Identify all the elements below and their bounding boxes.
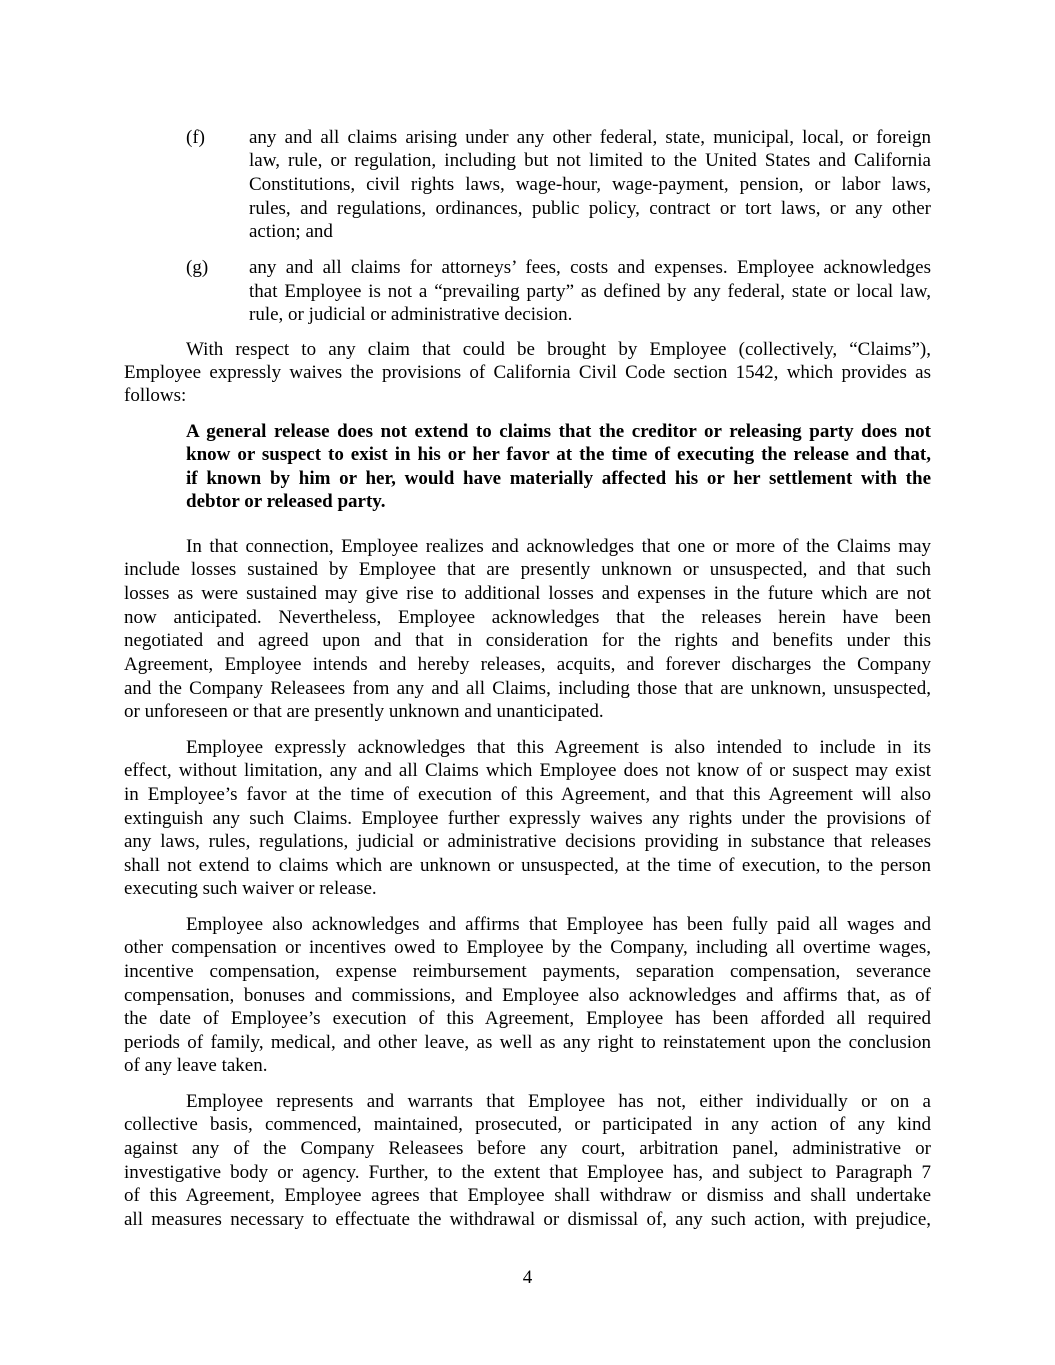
paragraph-line: extinguish any such Claims. Employee further expressly waives any rights under the provisions of [124, 808, 931, 829]
paragraph-line: Employee also acknowledges and affirms that Employee has been fully paid all wages and [186, 914, 931, 935]
quote-line: know or suspect to exist in his or her favor at the time of executing the release and that, [186, 444, 931, 465]
clause-line: Constitutions, civil rights laws, wage-hour, wage-payment, pension, or labor laws, [249, 174, 931, 195]
quote-line: A general release does not extend to claims that the creditor or releasing party does not [186, 421, 931, 442]
paragraph-line: Employee represents and warrants that Employee has not, either individually or on a [186, 1091, 931, 1112]
paragraph-line: other compensation or incentives owed to Employee by the Company, including all overtime wages, [124, 937, 931, 958]
paragraph-line: collective basis, commenced, maintained, prosecuted, or participated in any action of any kind [124, 1114, 931, 1135]
paragraph-line: of this Agreement, Employee agrees that Employee shall withdraw or dismiss and shall undertake [124, 1185, 931, 1206]
page-number: 4 [522, 1267, 533, 1288]
paragraph-line: periods of family, medical, and other leave, as well as any right to reinstatement upon the conclusion [124, 1032, 931, 1053]
paragraph-line: now anticipated. Nevertheless, Employee acknowledges that the releases herein have been [124, 607, 931, 628]
clause-line: any and all claims arising under any other federal, state, municipal, local, or foreign [249, 127, 931, 148]
clause-line: law, rule, or regulation, including but not limited to the United States and California [249, 150, 931, 171]
paragraph-line: Agreement, Employee intends and hereby releases, acquits, and forever discharges the Company [124, 654, 931, 675]
paragraph-line: of any leave taken. [124, 1055, 268, 1076]
clause-label: (f) [186, 127, 205, 148]
paragraph-line: include losses sustained by Employee that are presently unknown or unsuspected, and that such [124, 559, 931, 580]
quote-line: debtor or released party. [186, 491, 386, 512]
clause-line: action; and [249, 221, 333, 242]
paragraph-line: and the Company Releasees from any and all Claims, including those that are unknown, unsuspected, [124, 678, 931, 699]
paragraph-line: incentive compensation, expense reimbursement payments, separation compensation, severance [124, 961, 931, 982]
paragraph-line: or unforeseen or that are presently unknown and unanticipated. [124, 701, 604, 722]
clause-line: rule, or judicial or administrative decision. [249, 304, 573, 325]
paragraph-line: shall not extend to claims which are unknown or unsuspected, at the time of execution, to the person [124, 855, 931, 876]
paragraph-line: Employee expressly acknowledges that this Agreement is also intended to include in its [186, 737, 931, 758]
paragraph-line: against any of the Company Releasees before any court, arbitration panel, administrative or [124, 1138, 931, 1159]
paragraph-line: investigative body or agency. Further, to the extent that Employee has, and subject to Paragraph 7 [124, 1162, 931, 1183]
clause-line: that Employee is not a “prevailing party” as defined by any federal, state or local law, [249, 281, 931, 302]
clause-label: (g) [186, 257, 209, 278]
paragraph-line: all measures necessary to effectuate the withdrawal or dismissal of, any such action, with prejudice, [124, 1209, 931, 1230]
paragraph-line: effect, without limitation, any and all Claims which Employee does not know of or suspect may exist [124, 760, 931, 781]
clause-line: any and all claims for attorneys’ fees, costs and expenses. Employee acknowledges [249, 257, 931, 278]
paragraph-line: compensation, bonuses and commissions, and Employee also acknowledges and affirms that, as of [124, 985, 931, 1006]
paragraph-line: the date of Employee’s execution of this Agreement, Employee has been afforded all required [124, 1008, 931, 1029]
paragraph-line: in Employee’s favor at the time of execution of this Agreement, and that this Agreement will also [124, 784, 931, 805]
paragraph-line: Employee expressly waives the provisions of California Civil Code section 1542, which provides as [124, 362, 931, 383]
paragraph-line: executing such waiver or release. [124, 878, 377, 899]
paragraph-line: negotiated and agreed upon and that in consideration for the rights and benefits under this [124, 630, 931, 651]
paragraph-line: With respect to any claim that could be brought by Employee (collectively, “Claims”), [186, 339, 931, 360]
paragraph-line: In that connection, Employee realizes and acknowledges that one or more of the Claims may [186, 536, 931, 557]
paragraph-line: any laws, rules, regulations, judicial or administrative decisions providing in substance that releases [124, 831, 931, 852]
paragraph-line: follows: [124, 385, 187, 406]
quote-line: if known by him or her, would have materially affected his or her settlement with the [186, 468, 931, 489]
paragraph-line: losses as were sustained may give rise to additional losses and expenses in the future which are not [124, 583, 931, 604]
clause-line: rules, and regulations, ordinances, public policy, contract or tort laws, or any other [249, 198, 931, 219]
